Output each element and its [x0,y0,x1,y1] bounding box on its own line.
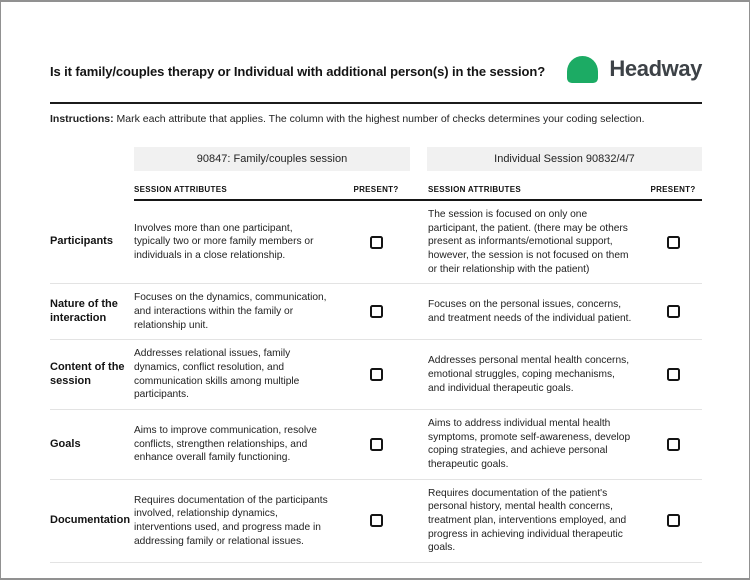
instructions [50,113,702,125]
table-row [50,480,702,563]
individual-attribute-text: The session is focused on only one participant, the patient. (there may be others present as informants/emotional support, however, the session is not focused on them or their relationship with the patient) [428,209,629,275]
row-label: Goals [50,437,81,450]
family-attribute-text: Involves more than one participant, typically two or more family members or individuals in a close relationship. [134,222,314,262]
family-present-cell [341,368,411,381]
family-present-cell [341,438,411,451]
family-present-checkbox[interactable] [370,438,383,451]
individual-present-checkbox[interactable] [667,514,680,527]
page-title: Is it family/couples therapy or Individual with additional person(s) in the session? [50,64,546,79]
instructions-text: Mark each attribute that applies. The column with the highest number of checks determines your coding selection. [116,113,645,125]
family-present-cell [341,305,411,318]
family-present-cell [341,236,411,249]
row-label: Content of the session [50,360,125,387]
family-present-checkbox[interactable] [370,368,383,381]
row-label: Nature of the interaction [50,298,118,324]
family-present-checkbox[interactable] [370,305,383,318]
individual-present-cell [642,438,704,451]
individual-present-checkbox[interactable] [667,305,680,318]
column-gap [410,147,427,171]
individual-present-cell [642,236,704,249]
present-subheader-family: PRESENT? [353,185,399,194]
column-header-family: 90847: Family/couples session [134,147,410,171]
individual-attribute-text: Addresses personal mental health concerns, emotional struggles, coping mechanisms, and individual therapeutic goals. [428,355,630,394]
individual-present-cell [642,305,704,318]
individual-present-checkbox[interactable] [667,438,680,451]
present-subheader-individual: PRESENT? [650,185,696,194]
row-label: Participants [50,235,113,248]
headway-arch-icon [567,56,598,83]
brand-logo [567,52,702,83]
subheader-gap [411,185,428,194]
table-row [50,410,702,480]
family-present-checkbox[interactable] [370,514,383,527]
brand-wordmark: Headway [609,55,702,81]
individual-present-cell [642,514,704,527]
table-row [50,284,702,340]
column-headers [134,147,702,171]
family-present-checkbox[interactable] [370,236,383,249]
family-attribute-text: Aims to improve communication, resolve conflicts, strengthen relationships, and enhance overall family functioning. [134,424,317,464]
individual-present-cell [642,368,704,381]
family-attribute-text: Addresses relational issues, family dynamics, conflict resolution, and communication skills among multiple participants. [134,348,300,401]
attributes-subheader-family: SESSION ATTRIBUTES [134,185,227,194]
column-header-individual: Individual Session 90832/4/7 [427,147,702,171]
family-attribute-text: Requires documentation of the participants involved, relationship dynamics, interventions used, and progress made in addressing family or relational issues. [134,494,328,547]
subheader-row [134,185,702,201]
individual-attribute-text: Requires documentation of the patient's personal history, mental health concerns, treatment plan, interventions employed, and progress in achieving individual therapeutic goals. [428,487,627,554]
individual-attribute-text: Focuses on the personal issues, concerns, and treatment needs of the individual patient. [428,299,632,324]
instructions-label: Instructions: [50,113,114,125]
individual-present-checkbox[interactable] [667,368,680,381]
family-present-cell [341,514,411,527]
table-row [50,201,702,284]
attribute-rows [50,201,702,563]
header [50,52,702,100]
table-row [50,340,702,410]
individual-attribute-text: Aims to address individual mental health symptoms, promote self-awareness, develop coping strategies, and achieve personal therapeutic goals. [428,418,631,471]
attributes-subheader-individual: SESSION ATTRIBUTES [428,185,521,194]
title-divider [50,102,702,104]
individual-present-checkbox[interactable] [667,236,680,249]
family-attribute-text: Focuses on the dynamics, communication, and interactions within the family or relationship unit. [134,292,327,331]
row-label: Documentation [50,514,131,527]
